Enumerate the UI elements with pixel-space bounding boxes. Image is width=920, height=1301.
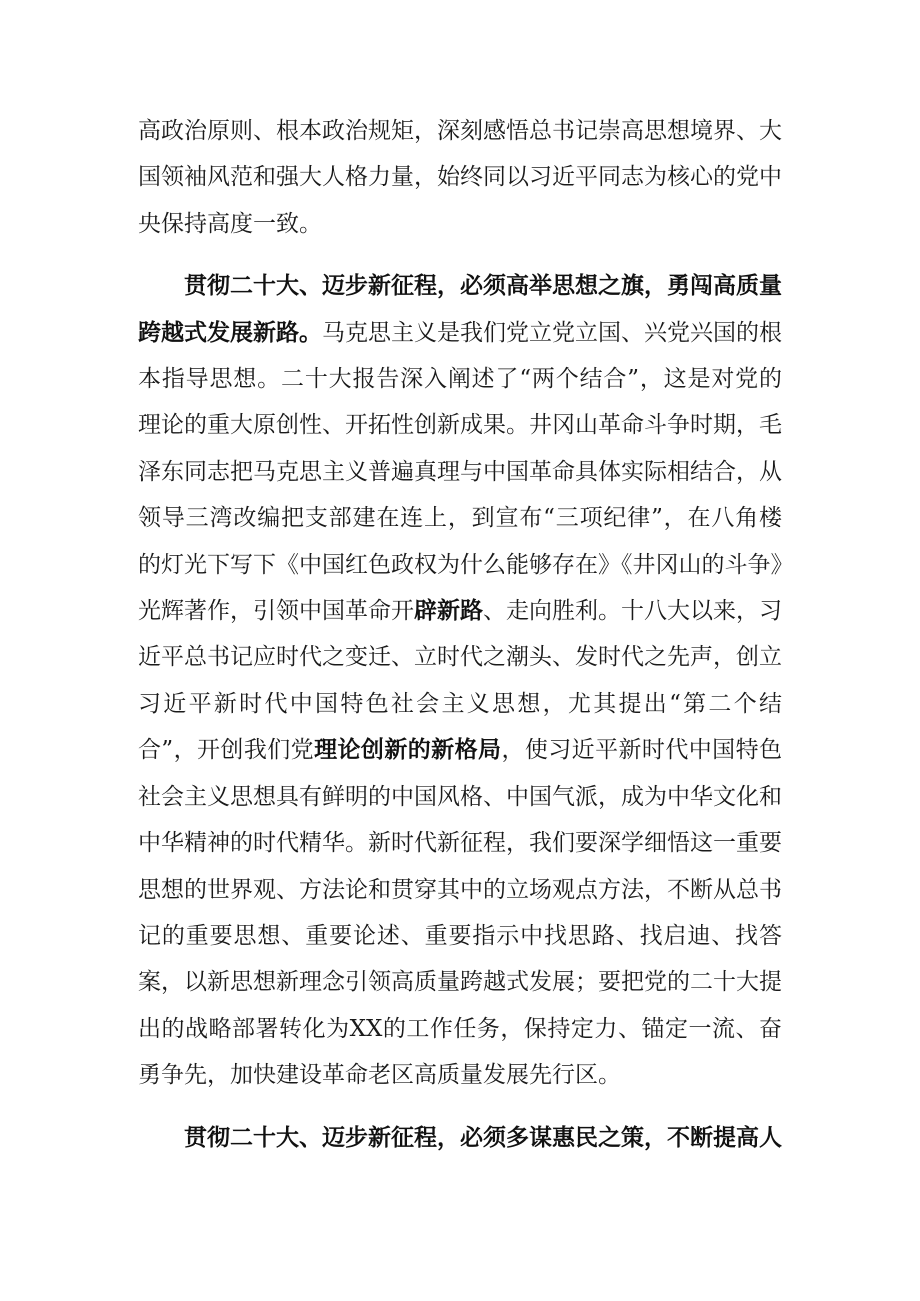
emphasis-text: 辟新路 — [414, 598, 483, 625]
paragraph-3 — [138, 1115, 782, 1161]
paragraph-1 — [138, 108, 782, 247]
emphasis-text: 理论创新的新格局 — [314, 737, 502, 764]
section-heading: 贯彻二十大、迈步新征程，必须高举思想之旗，勇闯高质量跨越式发展新路。 — [138, 273, 782, 346]
section-heading: 贯彻二十大、迈步新征程，必须多谋惠民之策，不断提高人 — [184, 1124, 782, 1151]
paragraph-text: 、走向胜利。十八大以来，习近平总书记应时代之变迁、立时代之潮头、发时代之先声，创立习近平新时代中国特色社会主义思想，尤其提出“第二个结合”，开创我们党 — [138, 598, 782, 764]
paragraph-text: 马克思主义是我们党立党立国、兴党兴国的根本指导思想。二十大报告深入阐述了“两个结合”，这是对党的理论的重大原创性、开拓性创新成果。井冈山革命斗争时期，毛泽东同志把马克思主义普遍真理与中国革命具体实际相结合，从领导三湾改编把支部建在连上，到宣布“三项纪律”，在八角楼的灯光下写下《中国红色政权为什么能够存在》《井冈山的斗争》光辉著作，引领中国革命开 — [138, 319, 782, 625]
paragraph-text: ，使习近平新时代中国特色社会主义思想具有鲜明的中国风格、中国气派，成为中华文化和中华精神的时代精华。新时代新征程，我们要深学细悟这一重要思想的世界观、方法论和贯穿其中的立场观点方法，不断从总书记的重要思想、重要论述、重要指示中找思路、找启迪、找答案，以新思想新理念引领高质量跨越式发展；要把党的二十大提出的战略部署转化为XX的工作任务，保持定力、锚定一流、奋勇争先，加快建设革命老区高质量发展先行区。 — [138, 737, 783, 1089]
paragraph-text: 高政治原则、根本政治规矩，深刻感悟总书记崇高思想境界、大国领袖风范和强大人格力量，始终同以习近平同志为核心的党中央保持高度一致。 — [138, 118, 782, 237]
document-page — [138, 108, 782, 1161]
paragraph-2 — [138, 263, 782, 1098]
